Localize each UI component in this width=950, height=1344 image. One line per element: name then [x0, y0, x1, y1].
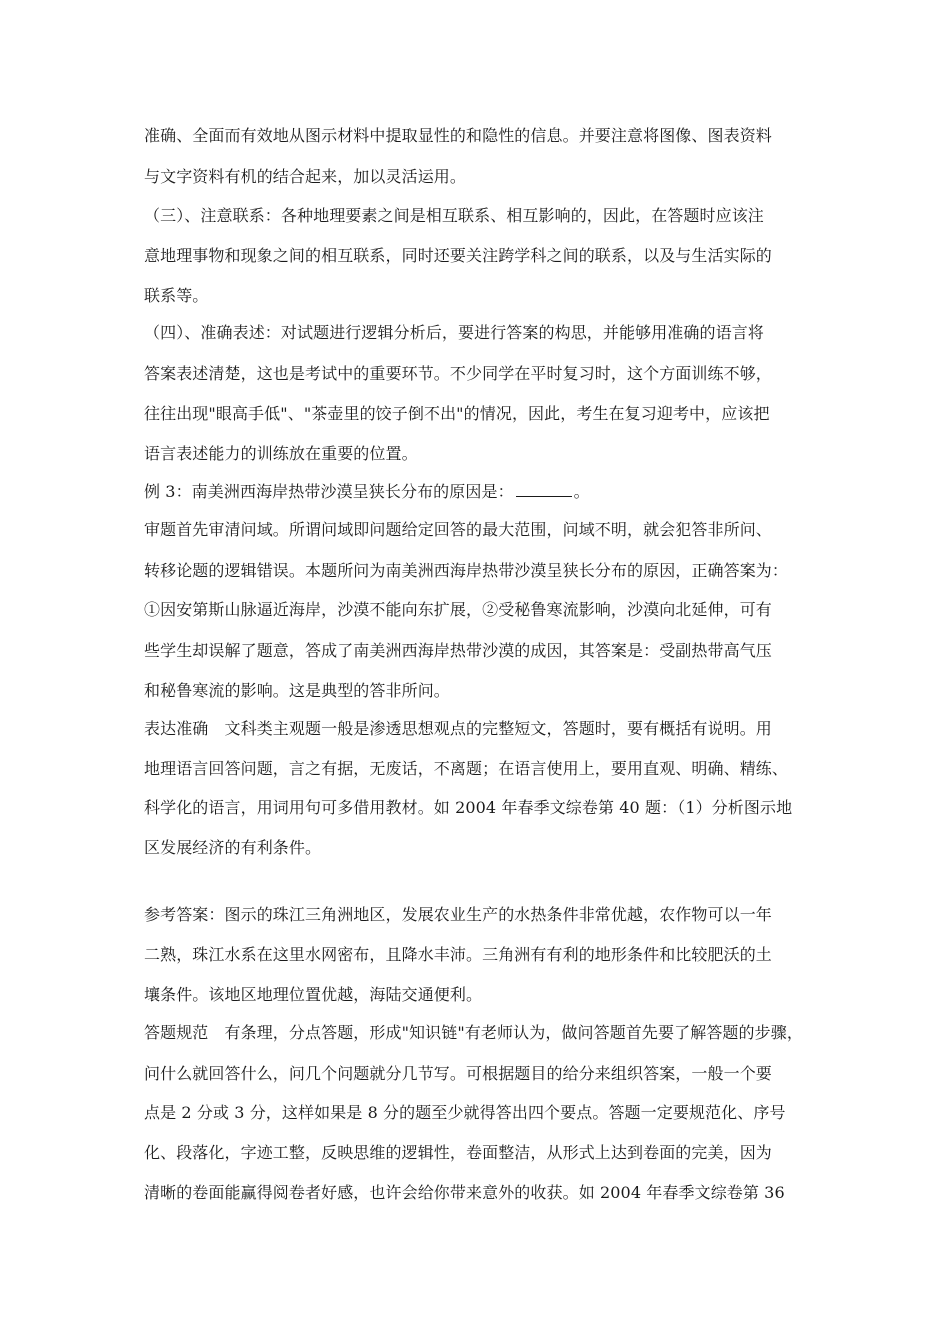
text-line: 准确、全面而有效地从图示材料中提取显性的和隐性的信息。并要注意将图像、图表资料	[144, 126, 772, 145]
text-line: 语言表述能力的训练放在重要的位置。	[144, 444, 418, 463]
text-line: 化、段落化，字迹工整，反映思维的逻辑性，卷面整洁，从形式上达到卷面的完美，因为	[144, 1143, 772, 1162]
text-line: 清晰的卷面能赢得阅卷者好感，也许会给你带来意外的收获。如 2004 年春季文综卷第 36	[144, 1183, 785, 1202]
text-line: 往往出现"眼高手低"、"茶壶里的饺子倒不出"的情况，因此，考生在复习迎考中，应该把	[144, 404, 770, 423]
text-line: 问什么就回答什么，问几个问题就分几节写。可根据题目的给分来组织答案，一般一个要	[144, 1064, 772, 1083]
text-line: （三）、注意联系：各种地理要素之间是相互联系、相互影响的，因此，在答题时应该注	[144, 206, 764, 225]
example-question-suffix: 。	[573, 482, 590, 501]
text-line: 表达准确 文科类主观题一般是渗透思想观点的完整短文，答题时，要有概括有说明。用	[144, 719, 772, 738]
text-line: ①因安第斯山脉逼近海岸，沙漠不能向东扩展，②受秘鲁寒流影响，沙漠向北延伸，可有	[144, 600, 772, 619]
text-line: （四）、准确表述：对试题进行逻辑分析后，要进行答案的构思，并能够用准确的语言将	[144, 323, 764, 342]
text-line: 与文字资料有机的结合起来，加以灵活运用。	[144, 167, 467, 186]
example-question-text: 例 3：南美洲西海岸热带沙漠呈狭长分布的原因是：	[144, 482, 514, 501]
text-line: 地理语言回答问题，言之有据，无废话，不离题；在语言使用上，要用直观、明确、精练、	[144, 759, 789, 778]
text-line: 科学化的语言，用词用句可多借用教材。如 2004 年春季文综卷第 40 题：（1）分析图示地	[144, 798, 793, 817]
text-line: 意地理事物和现象之间的相互联系，同时还要关注跨学科之间的联系，以及与生活实际的	[144, 246, 772, 265]
example-question-line	[144, 482, 590, 502]
answer-blank	[516, 482, 572, 497]
text-line: 点是 2 分或 3 分，这样如果是 8 分的题至少就得答出四个要点。答题一定要规范化、序号	[144, 1103, 786, 1122]
text-line: 些学生却误解了题意，答成了南美洲西海岸热带沙漠的成因，其答案是：受副热带高气压	[144, 641, 772, 660]
text-line: 审题首先审清问域。所谓问域即问题给定回答的最大范围，问域不明，就会犯答非所问、	[144, 520, 772, 539]
text-line: 和秘鲁寒流的影响。这是典型的答非所问。	[144, 681, 450, 700]
text-line: 区发展经济的有利条件。	[144, 838, 322, 857]
text-line: 壤条件。该地区地理位置优越，海陆交通便利。	[144, 985, 483, 1004]
text-line: 答题规范 有条理，分点答题，形成"知识链"有老师认为，做问答题首先要了解答题的步骤，	[144, 1023, 803, 1042]
text-line: 转移论题的逻辑错误。本题所问为南美洲西海岸热带沙漠呈狭长分布的原因，正确答案为：	[144, 561, 789, 580]
text-line: 答案表述清楚，这也是考试中的重要环节。不少同学在平时复习时，这个方面训练不够，	[144, 364, 772, 383]
text-line: 参考答案：图示的珠江三角洲地区，发展农业生产的水热条件非常优越，农作物可以一年	[144, 905, 772, 924]
text-line: 联系等。	[144, 286, 209, 305]
text-line: 二熟，珠江水系在这里水网密布，且降水丰沛。三角洲有有利的地形条件和比较肥沃的土	[144, 945, 772, 964]
